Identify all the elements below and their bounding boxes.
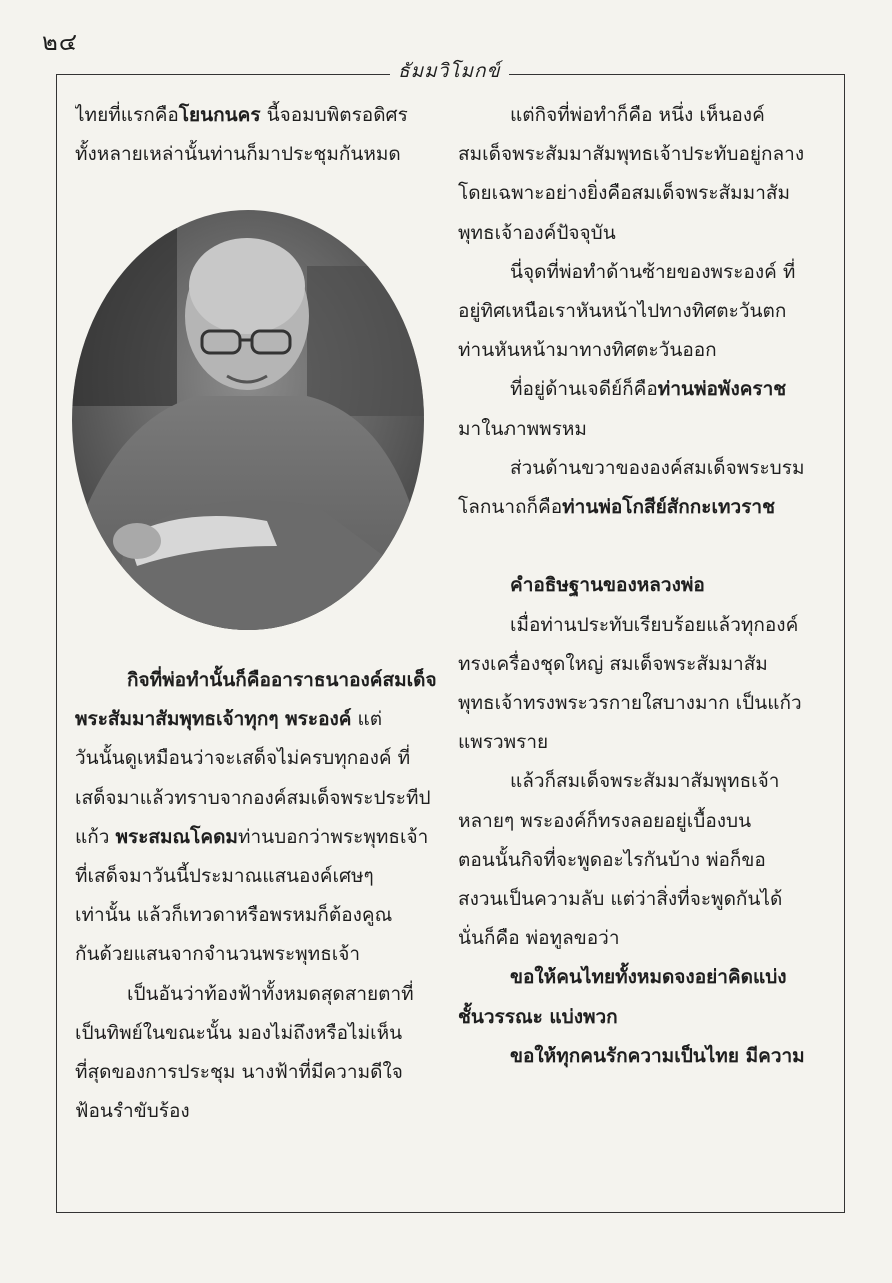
text-run: พุทธเจ้าทรงพระวรกายใสบางมาก เป็นแก้ว: [458, 692, 802, 715]
text-line: [458, 566, 820, 605]
text-line: [458, 762, 820, 801]
text-run: นี้จอมบพิตรอดิศร: [260, 104, 408, 126]
right-column: [458, 96, 820, 1076]
bold-text-run: คำอธิษฐานของหลวงพ่อ: [510, 574, 705, 597]
text-line: [458, 606, 820, 645]
text-run: โดยเฉพาะอย่างยิ่งคือสมเด็จพระสัมมาสัม: [458, 182, 790, 205]
text-line: [75, 1053, 437, 1092]
text-run: ท่านบอกว่าพระพุทธเจ้า: [237, 825, 429, 848]
bold-text-run: พระสมณโคดม: [115, 825, 238, 848]
text-line: [75, 135, 437, 174]
text-run: นั่นก็คือ พ่อทูลขอว่า: [458, 927, 620, 950]
text-line: [458, 253, 820, 292]
bold-text-run: โยนกนคร: [178, 104, 261, 126]
text-run: แก้ว: [75, 825, 116, 848]
text-run: มาในภาพพรหม: [458, 417, 587, 440]
text-line: [458, 919, 820, 958]
bold-text-run: ขอให้ทุกคนรักความเป็นไทย มีความ: [510, 1044, 805, 1067]
text-run: นี่จุดที่พ่อทำด้านซ้ายของพระองค์ ที่: [510, 260, 796, 283]
text-run: ท่านหันหน้ามาทางทิศตะวันออก: [458, 339, 717, 362]
text-line: [458, 174, 820, 213]
text-line: [458, 96, 820, 135]
text-run: เป็นทิพย์ในขณะนั้น มองไม่ถึงหรือไม่เห็น: [75, 1021, 403, 1044]
text-line: [458, 684, 820, 723]
text-run: วันนั้นดูเหมือนว่าจะเสด็จไม่ครบทุกองค์ ที่: [75, 747, 411, 770]
text-line: [458, 1037, 820, 1076]
text-run: ส่วนด้านขวาขององค์สมเด็จพระบรม: [510, 456, 805, 479]
bold-text-run: ท่านพ่อพังคราช: [657, 378, 787, 401]
text-line: [75, 700, 437, 739]
bold-text-run: พระสัมมาสัมพุทธเจ้าทุกๆ พระองค์: [75, 708, 352, 731]
text-run: กันด้วยแสนจากจำนวนพระพุทธเจ้า: [75, 943, 361, 966]
text-line: [75, 1092, 437, 1131]
text-line: [458, 958, 820, 997]
text-line: [75, 975, 437, 1014]
text-line: [75, 896, 437, 935]
text-line: [75, 739, 437, 778]
text-line: [75, 661, 437, 700]
text-run: เท่านั้น แล้วก็เทวดาหรือพรหมก็ต้องคูณ: [75, 904, 393, 927]
text-run: ตอนนั้นกิจที่จะพูดอะไรกันบ้าง พ่อก็ขอ: [458, 848, 766, 871]
text-line: [458, 645, 820, 684]
text-run: แต่: [351, 708, 383, 731]
monk-portrait-photo: [67, 206, 429, 634]
text-line: [458, 841, 820, 880]
left-column-bottom: [75, 661, 437, 1131]
text-line: [458, 723, 820, 762]
text-line: [458, 527, 820, 566]
text-run: ทรงเครื่องชุดใหญ่ สมเด็จพระสัมมาสัม: [458, 652, 768, 675]
text-run: ที่เสด็จมาวันนี้ประมาณแสนองค์เศษๆ: [75, 865, 374, 888]
text-run: อยู่ทิศเหนือเราหันหน้าไปทางทิศตะวันตก: [458, 300, 787, 323]
text-run: ที่สุดของการประชุม นางฟ้าที่มีความดีใจ: [75, 1061, 403, 1084]
text-run: แพรวพราย: [458, 731, 549, 754]
text-run: ฟ้อนรำขับร้อง: [75, 1100, 190, 1123]
text-run: ไทยที่แรกคือ: [75, 104, 179, 126]
text-run: เมื่อท่านประทับเรียบร้อยแล้วทุกองค์: [510, 613, 799, 636]
text-run: พุทธเจ้าองค์ปัจจุบัน: [458, 221, 616, 244]
text-line: [75, 779, 437, 818]
text-line: [458, 998, 820, 1037]
bold-text-run: ขอให้คนไทยทั้งหมดจงอย่าคิดแบ่ง: [510, 966, 787, 989]
text-line: [75, 1014, 437, 1053]
text-run: แต่กิจที่พ่อทำก็คือ หนึ่ง เห็นองค์: [510, 104, 765, 126]
text-run: เสด็จมาแล้วทราบจากองค์สมเด็จพระประทีป: [75, 786, 431, 809]
text-line: [458, 331, 820, 370]
text-line: [458, 880, 820, 919]
bold-text-run: กิจที่พ่อทำนั้นก็คืออาราธนาองค์สมเด็จ: [127, 669, 437, 691]
page-number: ๒๔: [42, 28, 78, 56]
text-run: หลายๆ พระองค์ก็ทรงลอยอยู่เบื้องบน: [458, 809, 752, 832]
text-run: สมเด็จพระสัมมาสัมพุทธเจ้าประทับอยู่กลาง: [458, 143, 805, 166]
text-line: [458, 802, 820, 841]
text-line: [458, 370, 820, 409]
text-run: แล้วก็สมเด็จพระสัมมาสัมพุทธเจ้า: [510, 770, 780, 793]
text-line: [458, 449, 820, 488]
text-line: [75, 935, 437, 974]
running-title: ธัมมวิโมกข์: [390, 56, 509, 86]
text-line: [458, 488, 820, 527]
left-column-top: [75, 96, 437, 174]
text-run: สงวนเป็นความลับ แต่ว่าสิ่งที่จะพูดกันได้: [458, 888, 783, 911]
text-run: ทั้งหลายเหล่านั้นท่านก็มาประชุมกันหมด: [75, 143, 401, 166]
text-run: โลกนาถก็คือ: [458, 496, 563, 519]
bold-text-run: ท่านพ่อโกสีย์สักกะเทวราช: [562, 496, 775, 519]
text-line: [458, 410, 820, 449]
text-run: ที่อยู่ด้านเจดีย์ก็คือ: [510, 378, 658, 401]
photo-image: [67, 206, 429, 634]
text-line: [458, 292, 820, 331]
bold-text-run: ชั้นวรรณะ แบ่งพวก: [458, 1005, 618, 1028]
text-line: [458, 135, 820, 174]
text-line: [75, 96, 437, 135]
text-line: [458, 214, 820, 253]
text-run: เป็นอันว่าท้องฟ้าทั้งหมดสุดสายตาที่: [127, 982, 414, 1005]
text-line: [75, 818, 437, 857]
text-line: [75, 857, 437, 896]
